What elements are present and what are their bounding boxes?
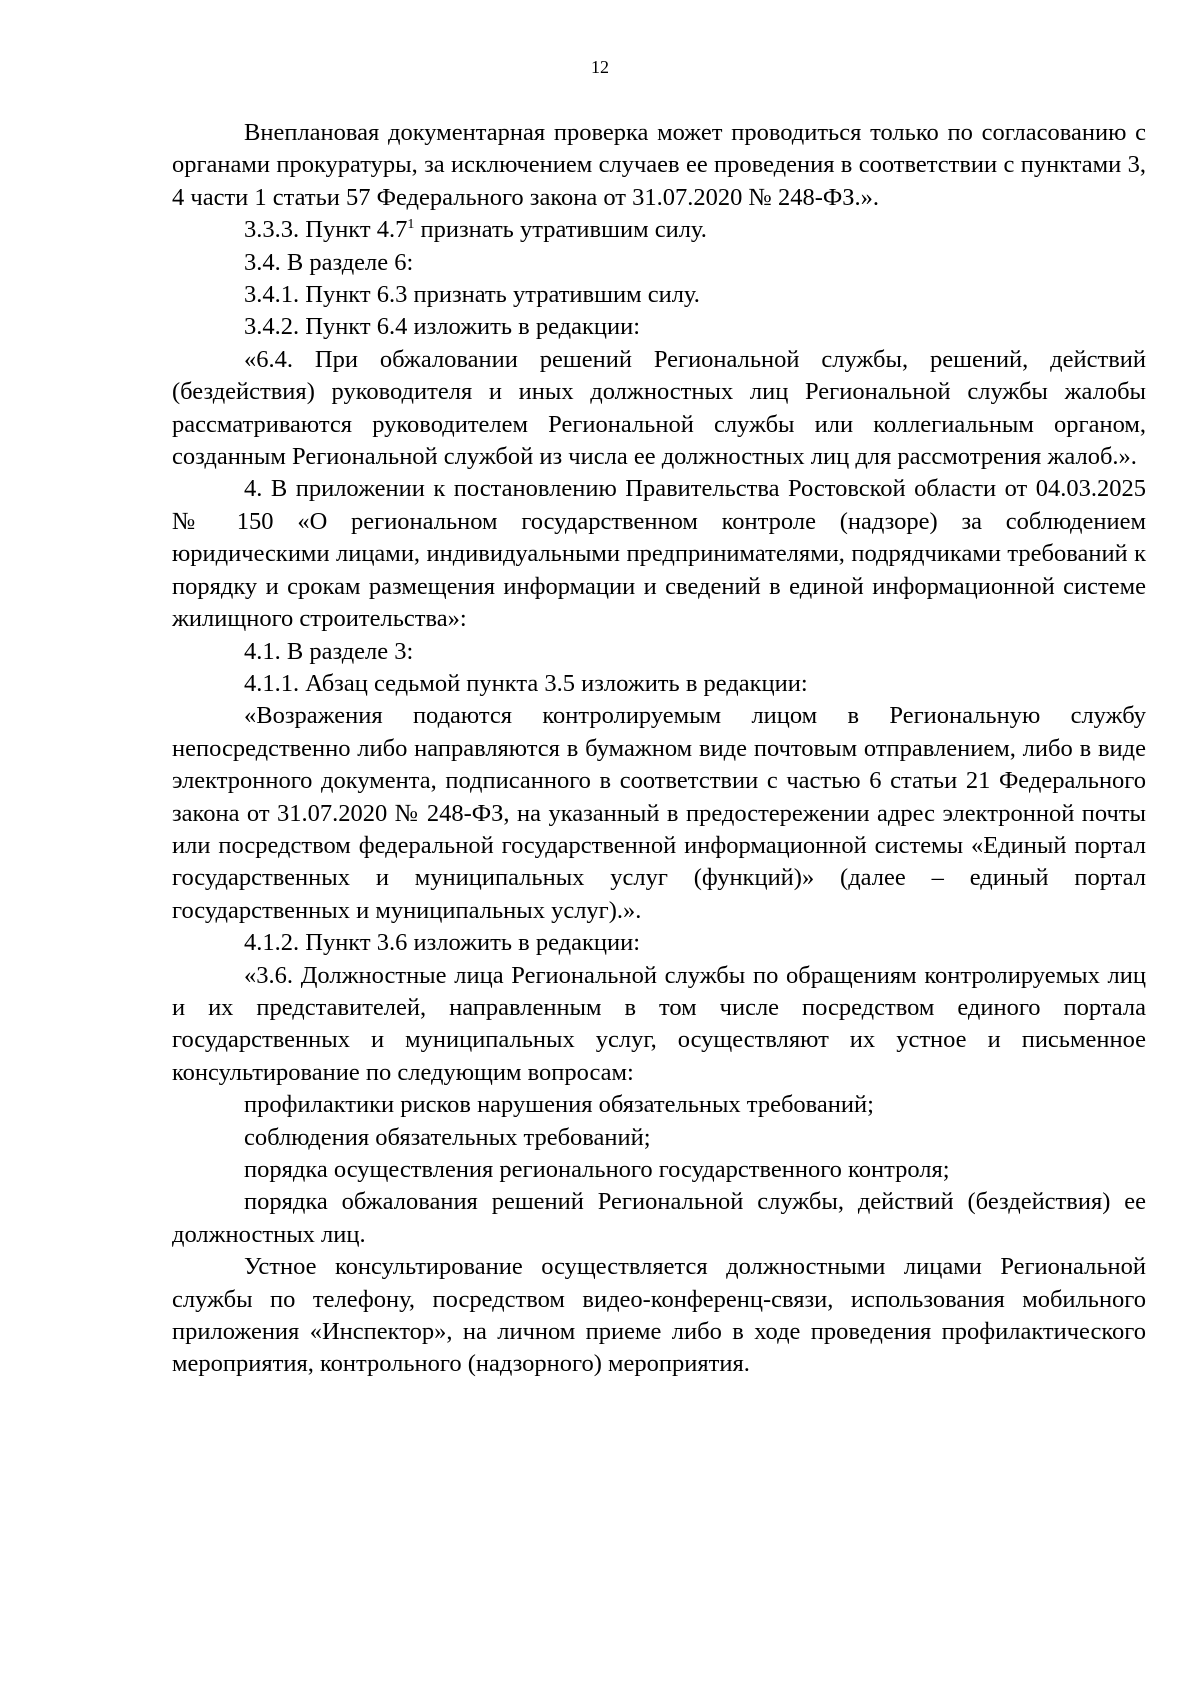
paragraph-unscheduled-inspection — [172, 117, 1146, 214]
paragraph-oral-consultation: Устное консультирование осуществляется должностными лицами Региональной службы по телефону, посредством видео-конференц-связи, использования мобильного приложения «Инспектор», на личном приеме либо в ходе проведения профилактического мероприятия, контрольного (надзорного) мероприятия. — [172, 1253, 1146, 1378]
paragraph-6-4-quote: «6.4. При обжаловании решений Региональной службы, решений, действий (бездействия) руководителя и иных должностных лиц Региональной службы жалобы рассматриваются руководителем Региональной службы или коллегиальным органом, созданным Региональной службой из числа ее должностных лиц для рассмотрения жалоб.». — [172, 345, 1146, 471]
paragraph-unscheduled-inspection-lead: Внеплановая документарная проверка может проводиться только по согласованию с органами прокуратуры, за исключением случаев — [172, 119, 1146, 179]
paragraph-unscheduled-inspection-text: ее проведения в соответствии с пунктами 3, 4 части 1 статьи 57 Федерального закона от 31.07.2020 № 248-ФЗ.». — [172, 151, 1146, 211]
paragraph-3-4-2: 3.4.2. Пункт 6.4 изложить в редакции: — [244, 313, 641, 341]
page-number: 12 — [591, 57, 609, 77]
paragraph-3-4: 3.4. В разделе 6: — [244, 248, 414, 276]
paragraph-4-1-2: 4.1.2. Пункт 3.6 изложить в редакции: — [244, 929, 641, 957]
paragraph-4-1: 4.1. В разделе 3: — [244, 637, 414, 665]
paragraph-4-1-1: 4.1.1. Абзац седьмой пункта 3.5 изложить в редакции: — [244, 669, 808, 697]
paragraph-3-3-3-tail: признать утратившим силу. — [414, 216, 707, 244]
paragraph-3-4-1: 3.4.1. Пункт 6.3 признать утратившим силу. — [244, 281, 700, 309]
paragraph-3-6-quote: «3.6. Должностные лица Региональной службы по обращениям контролируемых лиц и их представителей, направленным в том числе посредством единого портала государственных и муниципальных услуг, осуществляют их устное и письменное консультирование по следующим вопросам: — [172, 961, 1146, 1086]
paragraph-objections-quote: «Возражения подаются контролируемым лицом в Региональную службу непосредственно либо направляются в бумажном виде почтовым отправлением, либо в виде электронного документа, подписанного в соответствии с частью 6 статьи 21 Федерального закона от 31.07.2020 № 248-ФЗ, на указанный в предостережении адрес электронной почты или посредством федеральной государственной информационной системы «Единый портал государственных и муниципальных услуг (функций)» (далее – единый портал государственных и муниципальных услуг).». — [172, 702, 1146, 924]
list-item-risk-prevention: профилактики рисков нарушения обязательных требований; — [244, 1091, 874, 1119]
list-item-control-procedure: порядка осуществления регионального государственного контроля; — [244, 1156, 950, 1183]
superscript-mark: 1 — [407, 217, 415, 233]
document-body — [172, 117, 1146, 1381]
list-item-appeal-procedure: порядка обжалования решений Региональной службы, действий (бездействия) ее должностных лиц. — [172, 1188, 1146, 1248]
list-item-compliance: соблюдения обязательных требований; — [244, 1123, 651, 1151]
paragraph-3-3-3-text: 3.3.3. Пункт 4.7 — [244, 216, 408, 244]
paragraph-3-3-3 — [172, 214, 1146, 246]
paragraph-4: 4. В приложении к постановлению Правительства Ростовской области от 04.03.2025 № 150 «О региональном государственном контроле (надзоре) за соблюдением юридическими лицами, индивидуальными предпринимателями, подрядчиками требований к порядку и срокам размещения информации и сведений в единой информационной системе жилищного строительства»: — [172, 475, 1146, 633]
